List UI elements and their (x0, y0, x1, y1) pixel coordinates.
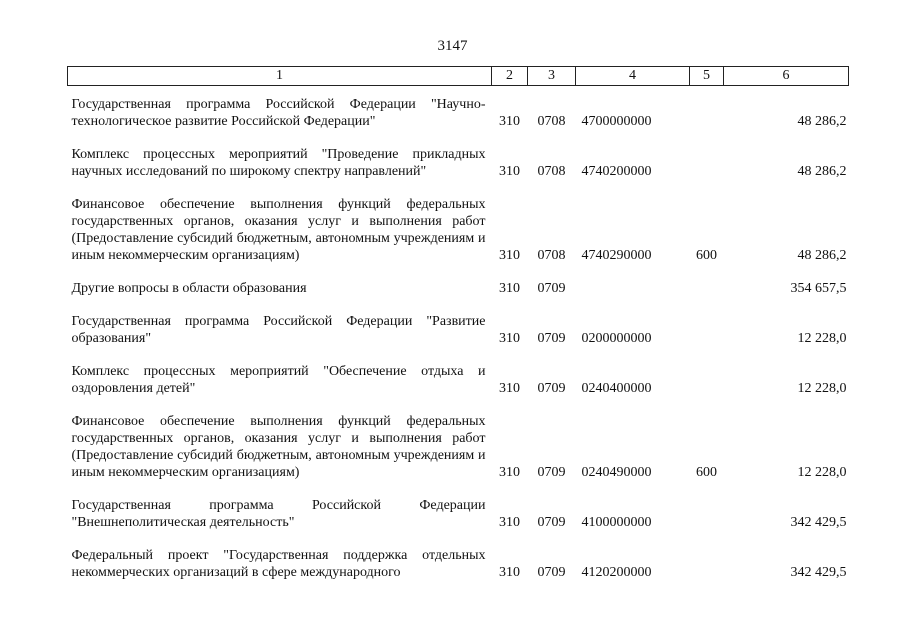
row-vr-code (690, 531, 724, 581)
row-vr-code (690, 481, 724, 531)
header-col-2: 2 (492, 67, 528, 86)
header-row (68, 67, 849, 86)
row-vr-code (690, 86, 724, 131)
table-row (68, 397, 849, 481)
row-name: Комплекс процессных мероприятий "Обеспечение отдыха и оздоровления детей" (71, 364, 486, 396)
row-vr-code (690, 130, 724, 180)
row-rz-code: 310 (499, 331, 520, 346)
table-row (68, 481, 849, 531)
row-pr-code: 0709 (537, 565, 566, 580)
row-pr-code: 0708 (537, 164, 566, 179)
row-amount: 342 429,5 (790, 515, 847, 530)
row-csr-code: 4740200000 (581, 164, 652, 179)
table-row (68, 180, 849, 264)
row-csr-code: 4740290000 (581, 248, 652, 263)
row-amount: 48 286,2 (797, 164, 847, 179)
row-pr-code: 0709 (537, 515, 566, 530)
row-pr-code: 0709 (537, 331, 566, 346)
table-row (68, 130, 849, 180)
header-col-1: 1 (68, 67, 492, 86)
row-rz-code: 310 (499, 465, 520, 480)
table-row (68, 297, 849, 347)
row-pr-code: 0709 (537, 465, 566, 480)
row-name: Государственная программа Российской Федерации "Внешнеполитическая деятельность" (71, 498, 486, 530)
row-csr-code: 0240490000 (581, 465, 652, 480)
header-col-3: 3 (528, 67, 576, 86)
row-rz-code: 310 (499, 281, 520, 296)
row-rz-code: 310 (499, 164, 520, 179)
row-amount: 12 228,0 (797, 381, 847, 396)
row-vr-code: 600 (696, 248, 717, 263)
table-header (68, 67, 849, 86)
row-csr-code: 0200000000 (581, 331, 652, 346)
row-name: Другие вопросы в области образования (71, 281, 307, 296)
row-pr-code: 0708 (537, 248, 566, 263)
row-rz-code: 310 (499, 381, 520, 396)
row-name: Государственная программа Российской Федерации "Развитие образования" (71, 314, 486, 346)
row-name: Федеральный проект "Государственная поддержка отдельных некоммерческих организаций в сфере международного (71, 548, 486, 580)
budget-table-container (67, 66, 848, 581)
row-pr-code: 0708 (537, 114, 566, 129)
row-name: Финансовое обеспечение выполнения функций федеральных государственных органов, оказания услуг и выполнения работ (Предоставление субсидий бюджетным, автономным учреждениям и иным некоммерческим организациям) (71, 197, 486, 263)
row-pr-code: 0709 (537, 381, 566, 396)
row-pr-code: 0709 (537, 281, 566, 296)
row-vr-code (690, 347, 724, 397)
row-csr-code (576, 264, 690, 297)
table-row (68, 347, 849, 397)
table-row (68, 264, 849, 297)
row-rz-code: 310 (499, 565, 520, 580)
row-vr-code (690, 297, 724, 347)
row-name: Государственная программа Российской Федерации "Научно-технологическое развитие Российской Федерации" (71, 97, 486, 129)
page-number: 3147 (437, 38, 468, 54)
row-csr-code: 4120200000 (581, 565, 652, 580)
row-amount: 48 286,2 (797, 114, 847, 129)
row-name: Комплекс процессных мероприятий "Проведение прикладных научных исследований по широкому спектру направлений" (71, 147, 486, 179)
row-vr-code: 600 (696, 465, 717, 480)
row-rz-code: 310 (499, 114, 520, 129)
row-name: Финансовое обеспечение выполнения функций федеральных государственных органов, оказания услуг и выполнения работ (Предоставление субсидий бюджетным, автономным учреждениям и иным некоммерческим организациям) (71, 414, 486, 480)
table-row (68, 86, 849, 131)
row-amount: 12 228,0 (797, 465, 847, 480)
header-col-4: 4 (576, 67, 690, 86)
header-col-5: 5 (690, 67, 724, 86)
row-vr-code (690, 264, 724, 297)
row-amount: 342 429,5 (790, 565, 847, 580)
row-csr-code: 4700000000 (581, 114, 652, 129)
row-rz-code: 310 (499, 248, 520, 263)
row-amount: 12 228,0 (797, 331, 847, 346)
row-amount: 354 657,5 (790, 281, 847, 296)
table-body (68, 86, 849, 582)
row-rz-code: 310 (499, 515, 520, 530)
budget-table (67, 66, 849, 581)
row-csr-code: 0240400000 (581, 381, 652, 396)
header-col-6: 6 (724, 67, 849, 86)
row-amount: 48 286,2 (797, 248, 847, 263)
table-row (68, 531, 849, 581)
row-csr-code: 4100000000 (581, 515, 652, 530)
